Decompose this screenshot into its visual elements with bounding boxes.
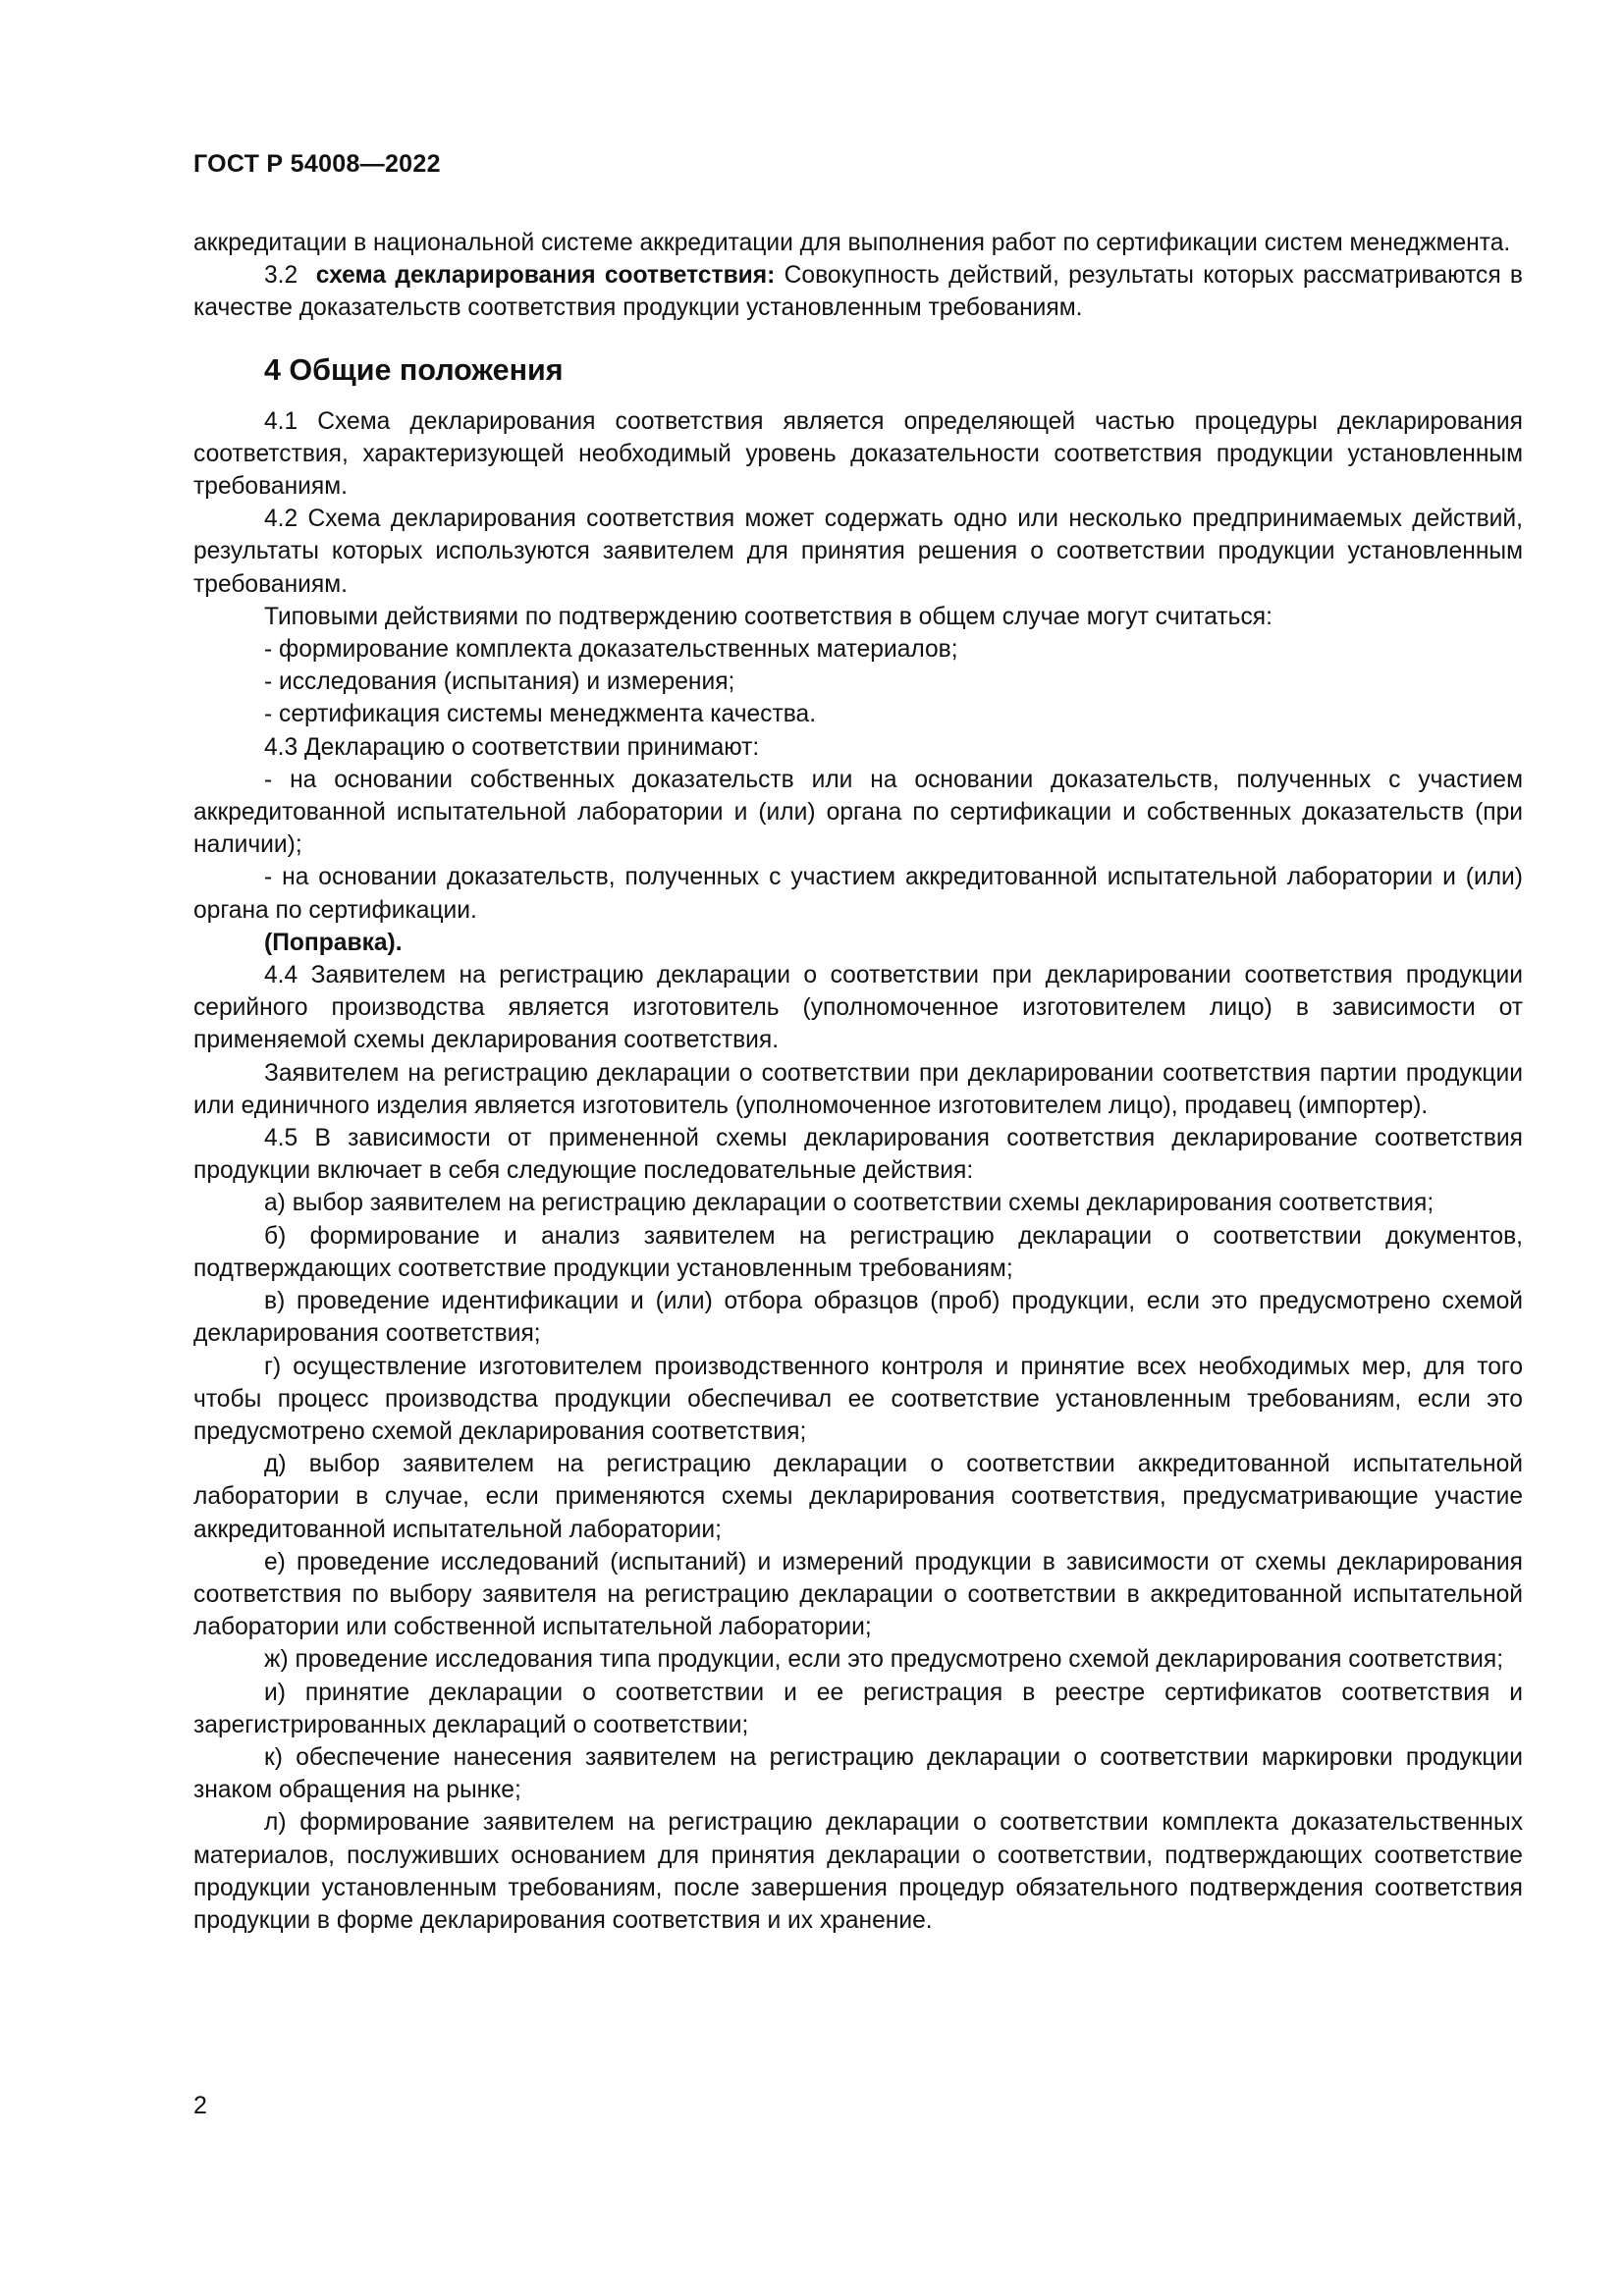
section-heading: 4 Общие положения	[264, 352, 564, 387]
list-item: - на основании доказательств, полученных с участием аккредитованной испытательной лаборатории и (или) органа по сертификации.	[193, 864, 1523, 924]
list-item: к) обеспечение нанесения заявителем на регистрацию декларации о соответствии маркировки продукции знаком обращения на рынке;	[193, 1743, 1523, 1804]
list-item: и) принятие декларации о соответствии и ее регистрация в реестре сертификатов соответствия и зарегистрированных деклараций о соответствии;	[193, 1679, 1523, 1738]
definition-3-2	[193, 259, 1523, 324]
page-number: 2	[193, 2092, 207, 2119]
document-body	[193, 227, 1523, 1937]
list-item: - формирование комплекта доказательственных материалов;	[264, 636, 958, 664]
clause-4-5: 4.5 В зависимости от примененной схемы декларирования соответствия декларирование соответствия продукции включает в себя следующие последовательные действия:	[193, 1125, 1523, 1185]
clause-4-4: 4.4 Заявителем на регистрацию декларации о соответствии при декларировании соответствия продукции серийного производства является изготовитель (уполномоченное изготовителем лицо) в зависимости от применяемой схемы декларирования соответствия.	[193, 962, 1523, 1054]
list-item: б) формирование и анализ заявителем на регистрацию декларации о соответствии документов, подтверждающих соответствие продукции установленным требованиям;	[193, 1222, 1523, 1282]
clause-4-2: 4.2 Схема декларирования соответствия может содержать одно или несколько предпринимаемых действий, результаты которых используются заявителем для принятия решения о соответствии продукции установленным требованиям.	[193, 506, 1523, 598]
list-item: д) выбор заявителем на регистрацию декларации о соответствии аккредитованной испытательной лаборатории в случае, если применяются схемы декларирования соответствия, предусматривающие участие аккредитованной испытательной лаборатории;	[193, 1451, 1523, 1543]
list-item: ж) проведение исследования типа продукции, если это предусмотрено схемой декларирования соответствия;	[264, 1646, 1504, 1674]
list-item: - исследования (испытания) и измерения;	[264, 668, 735, 696]
paragraph: аккредитации в национальной системе аккредитации для выполнения работ по сертификации систем менеджмента.	[193, 230, 1511, 256]
list-item: - сертификация системы менеджмента качества.	[264, 701, 817, 728]
list-item: - на основании собственных доказательств или на основании доказательств, полученных с участием аккредитованной испытательной лаборатории и (или) органа по сертификации и собственных доказательств (при наличии);	[193, 766, 1523, 859]
clause-4-3: 4.3 Декларацию о соответствии принимают:	[264, 733, 760, 761]
list-item: л) формирование заявителем на регистрацию декларации о соответствии комплекта доказательственных материалов, послуживших основанием для принятия декларации о соответствии, подтверждающих соответствие продукции установленным требованиям, после завершения процедур обязательного подтверждения соответствия продукции в форме декларирования соответствия и их хранение.	[193, 1809, 1523, 1934]
paragraph: Заявителем на регистрацию декларации о соответствии при декларировании соответствия партии продукции или единичного изделия является изготовитель (уполномоченное изготовителем лицо), продавец (импортер).	[193, 1059, 1523, 1119]
list-item: а) выбор заявителем на регистрацию декларации о соответствии схемы декларирования соответствия;	[264, 1190, 1435, 1217]
list-item: г) осуществление изготовителем производственного контроля и принятие всех необходимых мер, для того чтобы процесс производства продукции обеспечивал ее соответствие установленным требованиям, если это предусмотрено схемой декларирования соответствия;	[193, 1353, 1523, 1445]
list-item: в) проведение идентификации и (или) отбора образцов (проб) продукции, если это предусмотрено схемой декларирования соответствия;	[193, 1288, 1523, 1348]
paragraph: Типовыми действиями по подтверждению соответствия в общем случае могут считаться:	[264, 603, 1272, 630]
document-header: ГОСТ Р 54008—2022	[193, 150, 441, 178]
clause-number: 3.2	[264, 262, 298, 290]
amendment-note: (Поправка).	[264, 929, 403, 956]
list-item: е) проведение исследований (испытаний) и измерений продукции в зависимости от схемы декларирования соответствия по выбору заявителя на регистрацию декларации о соответствии в аккредитованной испытательной лаборатории или собственной испытательной лаборатории;	[193, 1548, 1523, 1641]
definition-text: Совокупность действий, результаты которых рассматриваются в качестве доказательств соответствия продукции установленным требованиям.	[193, 262, 1523, 322]
clause-4-1: 4.1 Схема декларирования соответствия является определяющей частью процедуры декларирования соответствия, характеризующей необходимый уровень доказательности соответствия продукции установленным требованиям.	[193, 407, 1523, 501]
defined-term: схема декларирования соответствия:	[315, 262, 776, 290]
